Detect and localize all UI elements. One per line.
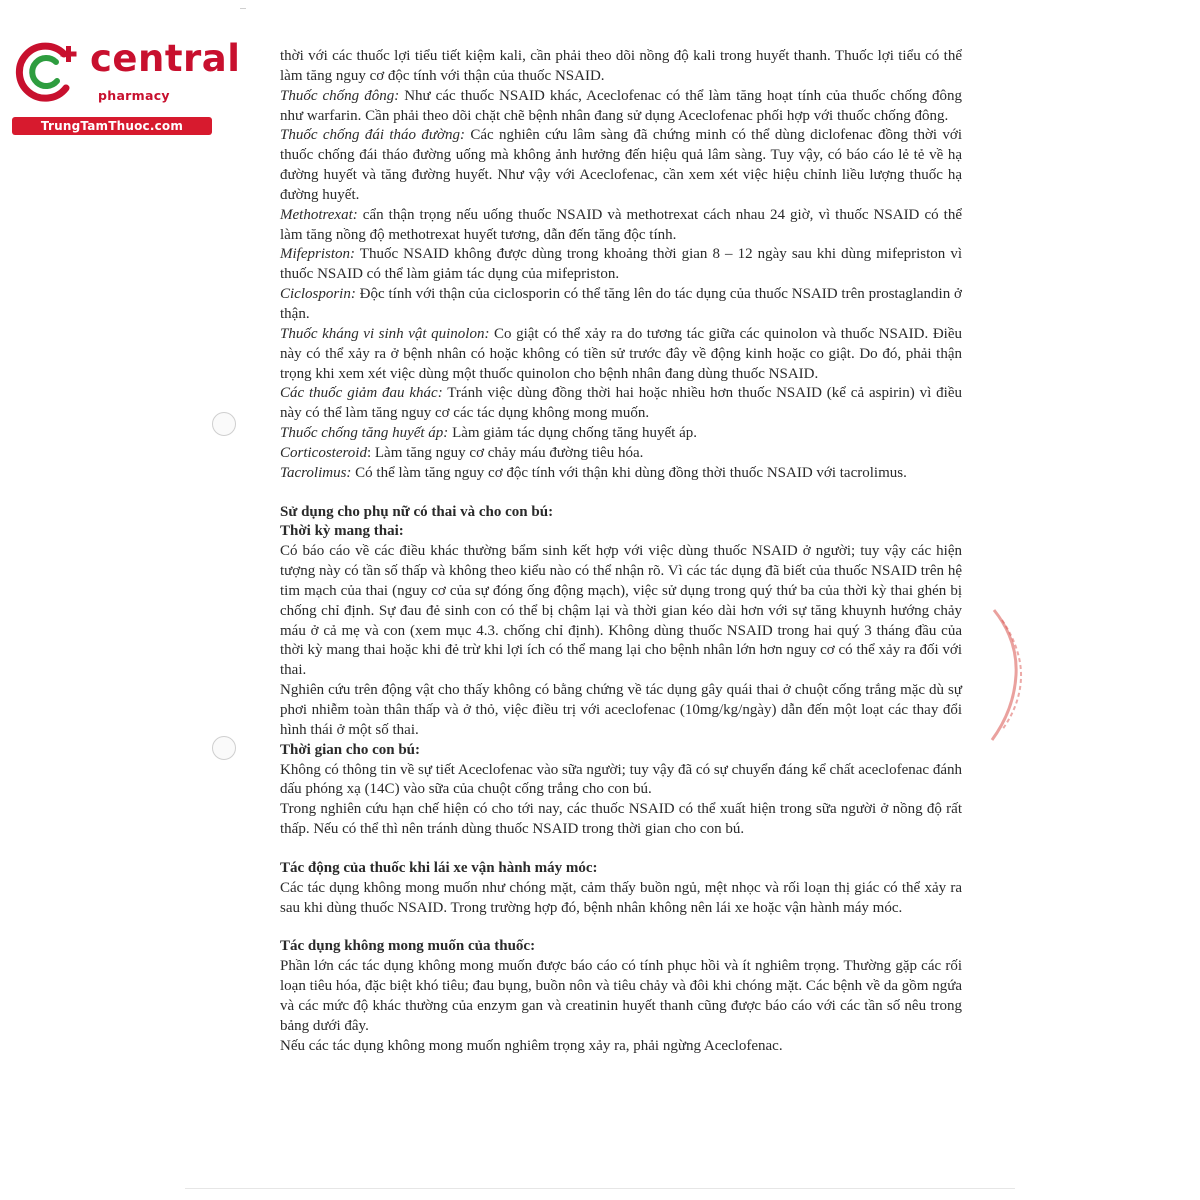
scan-mark — [240, 8, 246, 9]
interaction-paragraph: Corticosteroid: Làm tăng nguy cơ chảy máu đường tiêu hóa. — [280, 444, 644, 461]
pregnancy-paragraph: Nghiên cứu trên động vật cho thấy không có bằng chứng về tác dụng gây quái thai ở chuột cống trắng mặc dù sự phơi nhiễm toàn thân thấp và ở thỏ, việc điều trị với aceclofenac (10mg/kg/ngày) dẫn đến một loạt các thay đổi hình thái ở một số thai. — [280, 682, 962, 738]
subheading-lactation: Thời gian cho con bú: — [280, 741, 421, 758]
lactation-paragraph: Không có thông tin về sự tiết Aceclofenac vào sữa người; tuy vậy đã có sự chuyển đáng kể chất aceclofenac đánh dấu phóng xạ (14C) vào sữa của chuột cống trắng cho con bú. — [280, 761, 962, 798]
logo-c-plus-icon — [12, 40, 82, 102]
punch-hole-top — [212, 412, 236, 436]
driving-paragraph: Các tác dụng không mong muốn như chóng mặt, cảm thấy buồn ngủ, mệt nhọc và rối loạn thị giác có thể xảy ra sau khi dùng thuốc NSAID. Trong trường hợp đó, bệnh nhân không nên lái xe hoặc vận hành máy móc. — [280, 879, 962, 916]
interaction-paragraph: Tacrolimus: Có thể làm tăng nguy cơ độc tính với thận khi dùng đồng thời thuốc NSAID với tacrolimus. — [280, 464, 907, 481]
logo-site-url[interactable]: TrungTamThuoc.com — [12, 117, 212, 135]
pregnancy-paragraph: Có báo cáo về các điều khác thường bẩm sinh kết hợp với việc dùng thuốc NSAID ở người; tuy vậy các hiện tượng này có tần số thấp và không theo kiểu nào có thể nhận rõ. Vì các tác dụng đã biết của thuốc NSAID trên hệ tim mạch của thai (nguy cơ của sự đóng ống động mạch), việc sử dụng trong quý thứ ba của thời kỳ thai ghén bị chống chỉ định. Sự đau đẻ sinh con có thể bị chậm lại và thời gian kéo dài hơn với sự tăng khuynh hướng chảy máu ở cả mẹ và con (xem mục 4.3. chống chỉ định). Không dùng thuốc NSAID trong hai quý 3 tháng đầu của thời kỳ mang thai hoặc khi đẻ trừ khi lợi ích có thể mang lại cho bệnh nhân lớn hơn nguy cơ có thể xảy ra đối với thai. — [280, 543, 962, 679]
subheading-pregnancy: Thời kỳ mang thai: — [280, 523, 404, 540]
document-body — [280, 47, 962, 1057]
section-heading-adverse-effects: Tác dụng không mong muốn của thuốc: — [280, 938, 536, 955]
red-stamp-fragment — [988, 600, 1028, 750]
interaction-paragraph: thời với các thuốc lợi tiểu tiết kiệm kali, cần phải theo dõi nồng độ kali trong huyết thanh. Thuốc lợi tiểu có thể làm tăng nguy cơ độc tính với thận của thuốc NSAID. — [280, 48, 962, 84]
interaction-paragraph: Các thuốc giảm đau khác: Tránh việc dùng đồng thời hai hoặc nhiều hơn thuốc NSAID (kể cả aspirin) vì điều này có thể làm tăng nguy cơ các tác dụng không mong muốn. — [280, 385, 962, 422]
interaction-paragraph: Thuốc chống đái tháo đường: Các nghiên cứu lâm sàng đã chứng minh có thể dùng diclofenac đồng thời với thuốc chống đái tháo đường uống mà không ảnh hưởng đến hiệu quả lâm sàng. Tuy vậy, có báo cáo lẻ tẻ về hạ đường huyết và tăng đường huyết. Như vậy với Aceclofenac, cần xem xét việc hiệu chỉnh liều lượng thuốc hạ đường huyết. — [280, 127, 962, 203]
adverse-paragraph: Phần lớn các tác dụng không mong muốn được báo cáo có tính phục hồi và ít nghiêm trọng. Thường gặp các rối loạn tiêu hóa, đặc biệt khó tiêu; đau bụng, buồn nôn và tiêu chảy và đôi khi chóng mặt. Các bệnh về da gồm ngứa và các mức độ khác thường của enzym gan và creatinin huyết thanh cũng được báo cáo với các tần số nêu trong bảng dưới đây. — [280, 958, 962, 1034]
logo-name: central — [90, 37, 241, 80]
interaction-paragraph: Methotrexat: cẩn thận trọng nếu uống thuốc NSAID và methotrexat cách nhau 24 giờ, vì thuốc NSAID có thể làm tăng nồng độ methotrexat huyết tương, dẫn đến tăng độc tính. — [280, 206, 962, 243]
interaction-paragraph: Thuốc chống đông: Như các thuốc NSAID khác, Aceclofenac có thể làm tăng hoạt tính của thuốc chống đông như warfarin. Cần phải theo dõi chặt chẽ bệnh nhân đang sử dụng Aceclofenac phối hợp với thuốc chống đông. — [280, 87, 962, 124]
interaction-paragraph: Ciclosporin: Độc tính với thận của ciclosporin có thể tăng lên do tác dụng của thuốc NSAID trên prostaglandin ở thận. — [280, 286, 962, 322]
punch-hole-bottom — [212, 736, 236, 760]
section-heading-driving: Tác động của thuốc khi lái xe vận hành máy móc: — [280, 859, 598, 876]
page-bottom-edge — [185, 1188, 1015, 1189]
interaction-paragraph: Mifepriston: Thuốc NSAID không được dùng trong khoảng thời gian 8 – 12 ngày sau khi dùng mifepriston vì thuốc NSAID có thể làm giảm tác dụng của mifepriston. — [280, 246, 962, 283]
section-heading-pregnancy: Sử dụng cho phụ nữ có thai và cho con bú: — [280, 503, 554, 520]
lactation-paragraph: Trong nghiên cứu hạn chế hiện có cho tới nay, các thuốc NSAID có thể xuất hiện trong sữa người ở nồng độ rất thấp. Nếu có thể thì nên tránh dùng thuốc NSAID trong thời gian cho con bú. — [280, 801, 962, 838]
adverse-paragraph: Nếu các tác dụng không mong muốn nghiêm trọng xảy ra, phải ngừng Aceclofenac. — [280, 1037, 783, 1054]
central-pharmacy-logo[interactable] — [10, 37, 241, 138]
interaction-paragraph: Thuốc kháng vi sinh vật quinolon: Co giật có thể xảy ra do tương tác giữa các quinolon và thuốc NSAID. Điều này có thể xảy ra ở bệnh nhân có hoặc không có tiền sử trước đây về động kinh hoặc co giật. Do đó, phải thận trọng khi xem xét việc dùng một thuốc quinolon cho bệnh nhân đang dùng thuốc NSAID. — [280, 325, 962, 382]
logo-subtitle: pharmacy — [98, 88, 170, 103]
interaction-paragraph: Thuốc chống tăng huyết áp: Làm giảm tác dụng chống tăng huyết áp. — [280, 425, 697, 442]
